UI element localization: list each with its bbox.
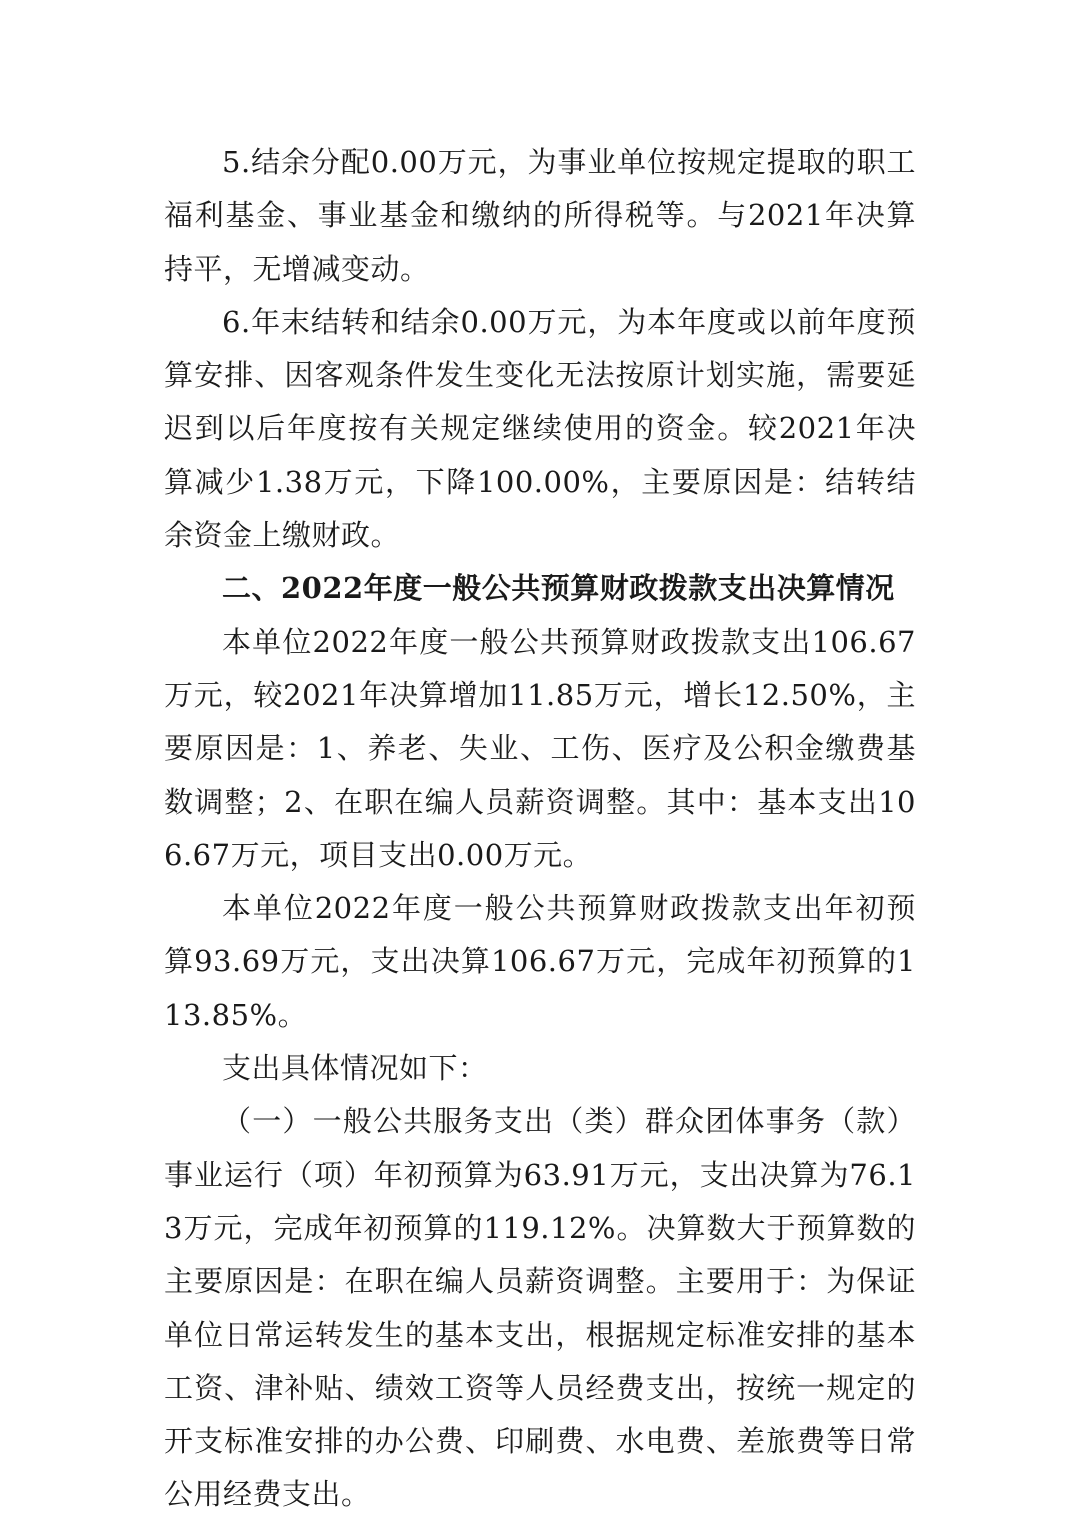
document-page: [164, 136, 916, 1522]
paragraph-budget-completion: 本单位2022年度一般公共预算财政拨款支出年初预算93.69万元，支出决算106.67万元，完成年初预算的113.85%。: [164, 891, 916, 1032]
paragraph-public-service-expenditure: （一）一般公共服务支出（类）群众团体事务（款）事业运行（项）年初预算为63.91万元，支出决算为76.13万元，完成年初预算的119.12%。决算数大于预算数的主要原因是：在职在编人员薪资调整。主要用于：为保证单位日常运转发生的基本支出，根据规定标准安排的基本工资、津补贴、绩效工资等人员经费支出，按统一规定的开支标准安排的办公费、印刷费、水电费、差旅费等日常公用经费支出。: [164, 1104, 916, 1512]
section-heading: 二、2022年度一般公共预算财政拨款支出决算情况: [222, 571, 895, 606]
paragraph-details-intro: 支出具体情况如下：: [222, 1051, 488, 1086]
paragraph-year-end-balance: 6.年末结转和结余0.00万元，为本年度或以前年度预算安排、因客观条件发生变化无法按原计划实施，需要延迟到以后年度按有关规定继续使用的资金。较2021年决算减少1.38万元，下降100.00%，主要原因是：结转结余资金上缴财政。: [164, 304, 916, 553]
paragraph-expenditure-summary: 本单位2022年度一般公共预算财政拨款支出106.67万元，较2021年决算增加11.85万元，增长12.50%，主要原因是：1、养老、失业、工伤、医疗及公积金缴费基数调整；2、在职在编人员薪资调整。其中：基本支出106.67万元，项目支出0.00万元。: [164, 624, 916, 872]
paragraph-surplus-distribution: 5.结余分配0.00万元，为事业单位按规定提取的职工福利基金、事业基金和缴纳的所得税等。与2021年决算持平，无增减变动。: [164, 145, 916, 286]
